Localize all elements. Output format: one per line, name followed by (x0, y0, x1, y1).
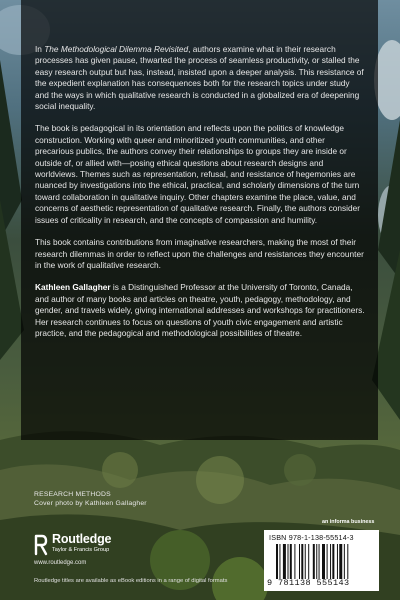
series-info (34, 490, 147, 508)
ebook-note: Routledge titles are available as eBook editions in a range of digital formats (34, 578, 228, 584)
publisher-name: Routledge (52, 532, 112, 546)
author-bio: Kathleen Gallagher is a Distinguished Professor at the University of Toronto, Canada, and author of many books and articles on theatre, youth, pedagogy, methodology, and gender, and travels widely, giving international addresses and workshops for practitioners. Her research continues to focus on questions of youth civic engagement and artistic practice, and the pedagogical and methodological possibilities of theatre. (35, 282, 365, 338)
informa-label: an informa business (322, 519, 375, 525)
barcode-bars (276, 544, 372, 579)
blurb-text (35, 44, 365, 350)
author-name: Kathleen Gallagher (35, 282, 111, 293)
photo-credit: Cover photo by Kathleen Gallagher (34, 500, 147, 507)
publisher-website: www.routledge.com (34, 560, 87, 566)
isbn-label: ISBN 978-1-138-55514-3 (269, 533, 354, 542)
book-title-italic: The Methodological Dilemma Revisited (44, 44, 189, 54)
routledge-r-icon (34, 534, 48, 556)
blurb-paragraph-2: The book is pedagogical in its orientation and reflects upon the politics of knowledge construction. Working with queer and minoritized youth communities, and other precarious publics, the authors convey their relationships to groups they are inside or outside of, or allied with—posing ethical questions about research designs and worldviews. Themes such as representation, refusal, and resistance of hegemonies are nuanced by investigations into the ethical, practical, and scholarly dimensions of the turn toward collaboration in qualitative inquiry. Other chapters examine the place, value, and concerns of aesthetic representation of qualitative research. Finally, the authors consider issues of criticality in research, and the concepts of compassion and humility. (35, 123, 360, 225)
isbn-digits: 9 781138 555143 (267, 578, 350, 588)
blurb-paragraph-1: In The Methodological Dilemma Revisited, authors examine what in their research processes has given pause, thwarted the process of seamless productivity, or stalled the easy research output but has, instead, insisted upon a deeper analysis. This resistance of the expedient explanation has consequences both for the research topics under study and the ways in which qualitative research is conducted in a globalized era of deepening social inequality. (35, 44, 364, 112)
publisher-logo (34, 532, 154, 572)
publisher-subtitle: Taylor & Francis Group (52, 547, 110, 553)
series-label: RESEARCH METHODS (34, 491, 111, 498)
blurb-paragraph-3: This book contains contributions from imaginative researchers, making the most of their research dilemmas in order to reflect upon the challenges and resistances they encounter in the work of qualitative research. (35, 237, 364, 270)
barcode (264, 530, 379, 591)
